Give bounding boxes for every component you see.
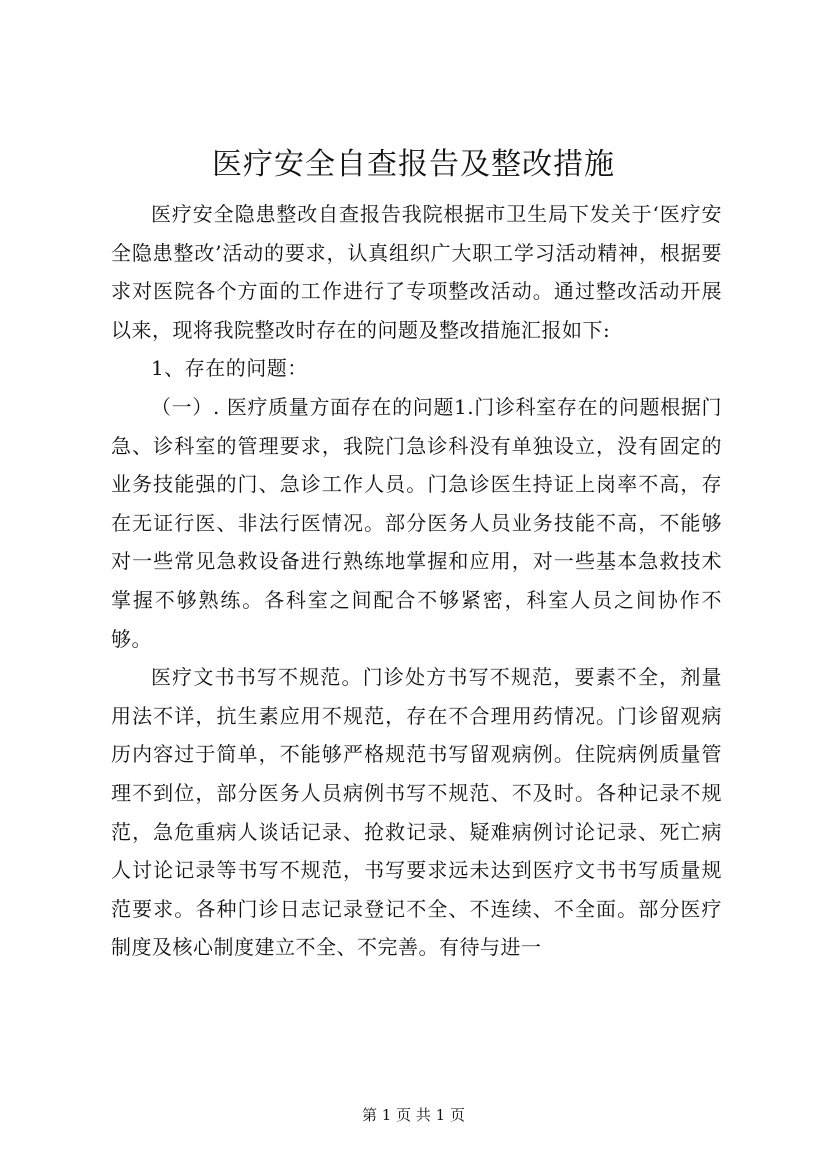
document-body (111, 195, 722, 967)
paragraph-medical-records: 医疗文书书写不规范。门诊处方书写不规范，要素不全，剂量用法不详，抗生素应用不规范，存在不合理用药情况。门诊留观病历内容过于简单，不能够严格规范书写留观病例。住院病例质量管理不到位，部分医务人员病例书写不规范、不及时。各种记录不规范，急危重病人谈话记录、抢救记录、疑难病例讨论记录、死亡病人讨论记录等书写不规范，书写要求远未达到医疗文书书写质量规范要求。各种门诊日志记录登记不全、不连续、不全面。部分医疗制度及核心制度建立不全、不完善。有待与进一 (111, 665, 722, 960)
paragraph-medical-quality: （一）. 医疗质量方面存在的问题1.门诊科室存在的问题根据门急、诊科室的管理要求，我院门急诊科没有单独设立，没有固定的业务技能强的门、急诊工作人员。门急诊医生持证上岗率不高，存在无证行医、非法行医情况。部分医务人员业务技能不高，不能够对一些常见急救设备进行熟练地掌握和应用，对一些基本急救技术掌握不够熟练。各科室之间配合不够紧密，科室人员之间协作不够。 (111, 394, 722, 651)
paragraph-section-heading: 1、存在的问题： (151, 356, 308, 381)
paragraph-intro: 医疗安全隐患整改自查报告我院根据市卫生局下发关于‘医疗安全隐患整改’活动的要求，认真组织广大职工学习活动精神，根据要求对医院各个方面的工作进行了专项整改活动。通过整改活动开展以来，现将我院整改时存在的问题及整改措施汇报如下: (111, 202, 722, 342)
document-title: 医疗安全自查报告及整改措施 (212, 147, 615, 182)
page-footer: 第 1 页 共 1 页 (362, 1106, 465, 1124)
